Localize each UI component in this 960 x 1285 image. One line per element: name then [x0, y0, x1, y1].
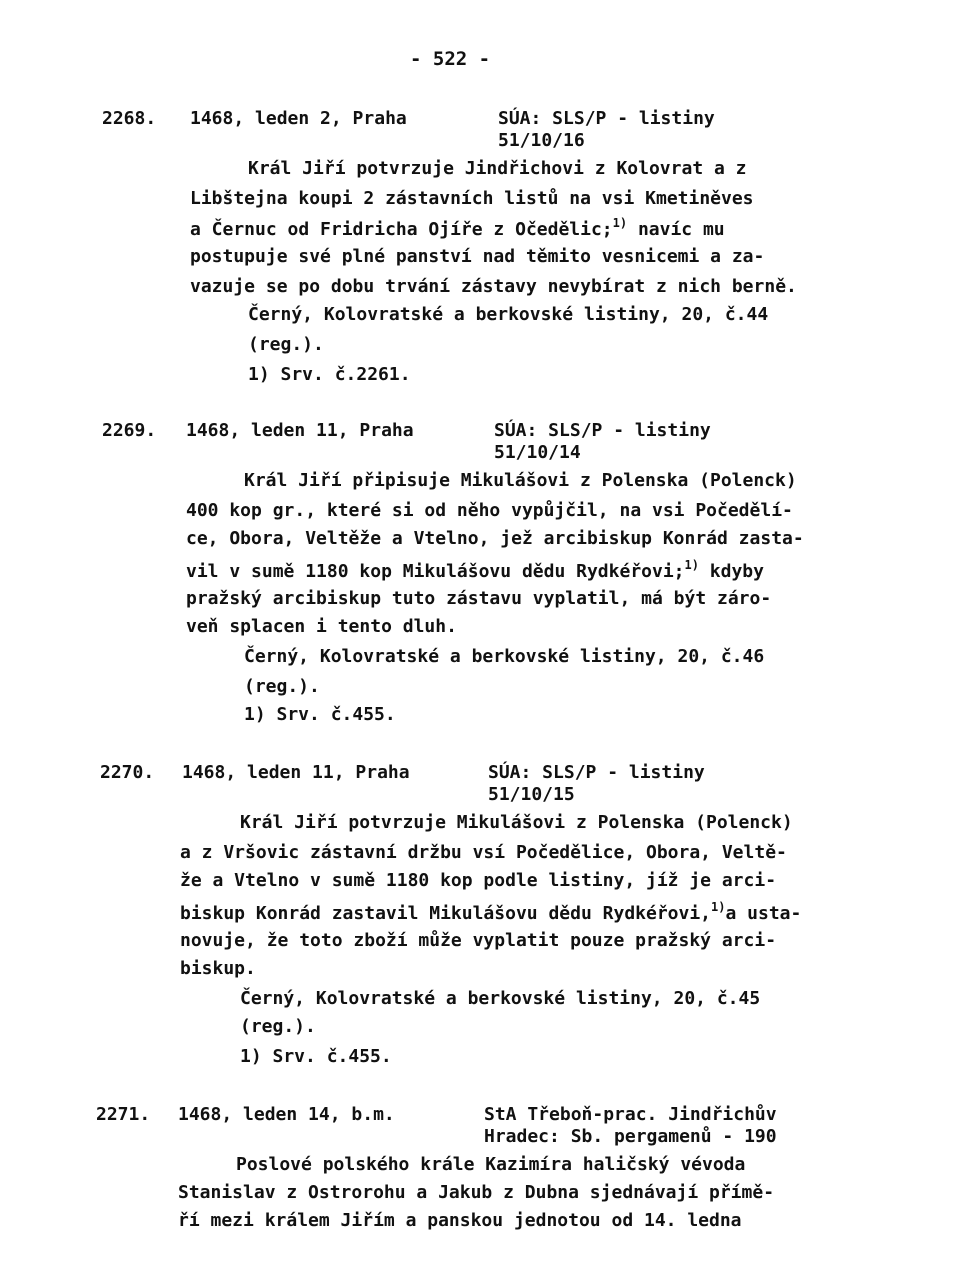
- body-line: Král Jiří připisuje Mikulášovi z Polenska (Polenck): [244, 470, 797, 491]
- body-line: že a Vtelno v sumě 1180 kop podle listiny, jíž je arci-: [180, 870, 777, 891]
- entry-number: 2268.: [102, 108, 157, 129]
- body-line: Stanislav z Ostrorohu a Jakub z Dubna sjednávají přímě-: [178, 1182, 775, 1203]
- footnote: 1) Srv. č.455.: [240, 1046, 392, 1067]
- body-line: biskup.: [180, 958, 256, 979]
- reference-line: Černý, Kolovratské a berkovské listiny, 20, č.46: [244, 646, 765, 667]
- footnote-marker: 1): [711, 900, 726, 914]
- body-line: a z Vršovic zástavní držbu vsí Počedělice, Obora, Veltě-: [180, 842, 787, 863]
- archive-line-1: SÚA: SLS/P - listiny: [498, 108, 715, 129]
- entry-date: 1468, leden 2, Praha: [190, 108, 407, 129]
- entry-number: 2270.: [100, 762, 155, 783]
- body-line: vazuje se po dobu trvání zástavy nevybírat z nich berně.: [190, 276, 797, 297]
- reference-line: (reg.).: [244, 676, 320, 697]
- body-line: biskup Konrád zastavil Mikulášovu dědu Rydkéřovi,$^{1)}$a usta-: [180, 900, 802, 924]
- body-line: pražský arcibiskup tuto zástavu vyplatil, má být záro-: [186, 588, 772, 609]
- body-line: ří mezi králem Jiřím a panskou jednotou od 14. ledna: [178, 1210, 742, 1231]
- archive-line-1: StA Třeboň-prac. Jindřichův: [484, 1104, 777, 1125]
- page-number: - 522 -: [410, 48, 491, 70]
- archive-line-2: Hradec: Sb. pergamenů - 190: [484, 1126, 777, 1147]
- body-line: novuje, že toto zboží může vyplatit pouze pražský arci-: [180, 930, 777, 951]
- archive-line-2: 51/10/15: [488, 784, 575, 805]
- archive-line-2: 51/10/14: [494, 442, 581, 463]
- footnote: 1) Srv. č.455.: [244, 704, 396, 725]
- body-line: a Černuc od Fridricha Ojíře z Očedělic;$^{1)}$ navíc mu: [190, 216, 725, 240]
- footnote-marker: 1): [612, 216, 628, 230]
- reference-line: Černý, Kolovratské a berkovské listiny, 20, č.44: [248, 304, 769, 325]
- archive-line-1: SÚA: SLS/P - listiny: [494, 420, 711, 441]
- body-line: 400 kop gr., které si od něho vypůjčil, na vsi Počedělí-: [186, 500, 793, 521]
- body-line: Král Jiří potvrzuje Jindřichovi z Kolovrat a z: [248, 158, 747, 179]
- entry-number: 2271.: [96, 1104, 151, 1125]
- archive-line-2: 51/10/16: [498, 130, 585, 151]
- footnote-marker: 1): [684, 558, 699, 572]
- body-line: postupuje své plné panství nad těmito vesnicemi a za-: [190, 246, 765, 267]
- body-line: Poslové polského krále Kazimíra haličský vévoda: [236, 1154, 746, 1175]
- entry-date: 1468, leden 14, b.m.: [178, 1104, 395, 1125]
- footnote: 1) Srv. č.2261.: [248, 364, 411, 385]
- body-line: ce, Obora, Veltěže a Vtelno, jež arcibiskup Konrád zasta-: [186, 528, 804, 549]
- body-line: Libštejna koupi 2 zástavních listů na vsi Kmetiněves: [190, 188, 754, 209]
- reference-line: (reg.).: [240, 1016, 316, 1037]
- archive-line-1: SÚA: SLS/P - listiny: [488, 762, 705, 783]
- entry-date: 1468, leden 11, Praha: [186, 420, 414, 441]
- entry-date: 1468, leden 11, Praha: [182, 762, 410, 783]
- reference-line: Černý, Kolovratské a berkovské listiny, 20, č.45: [240, 988, 761, 1009]
- body-line: vil v sumě 1180 kop Mikulášovu dědu Rydkéřovi;$^{1)}$ kdyby: [186, 558, 764, 582]
- reference-line: (reg.).: [248, 334, 324, 355]
- body-line: Král Jiří potvrzuje Mikulášovi z Polenska (Polenck): [240, 812, 793, 833]
- entry-number: 2269.: [102, 420, 157, 441]
- body-line: veň splacen i tento dluh.: [186, 616, 457, 637]
